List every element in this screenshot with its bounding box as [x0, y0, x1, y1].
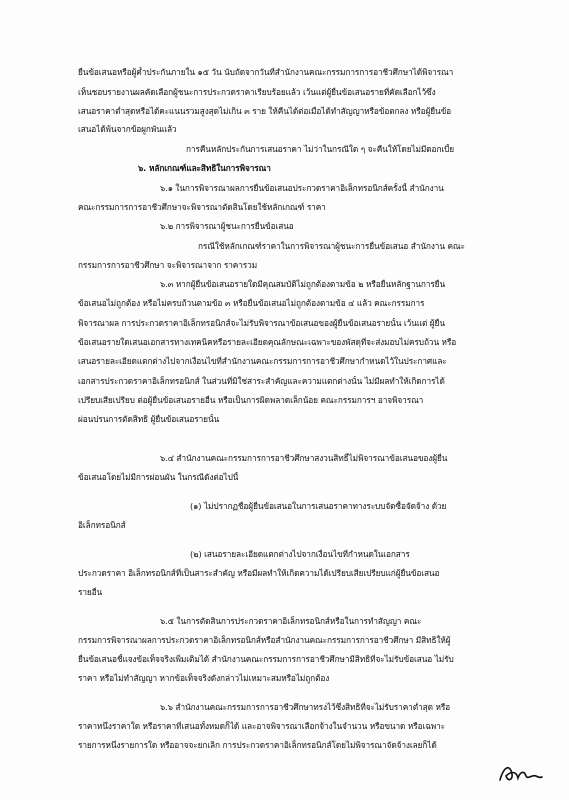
body-text-line: ยื่นข้อเสนอหรือผู้ค้ำประกันภายใน ๑๕ วัน นับถัดจากวันที่สำนักงานคณะกรรมการการอาชีวศึกษาได้พิจารณา — [78, 67, 454, 77]
subclause-text-line: (๒) เสนอรายละเอียดแตกต่างไปจากเงื่อนไขที่กำหนดในเอกสาร — [190, 549, 410, 559]
clause-text-line: ๖.๕ ในการตัดสินการประกวดราคาอิเล็กทรอนิกส์หรือในการทำสัญญา คณะ — [160, 616, 422, 626]
body-text-line: กรรมการพิจารณาผลการประกวดราคาอิเล็กทรอนิกส์หรือสำนักงานคณะกรรมการการอาชีวศึกษา มีสิทธิให้ผู้ — [78, 635, 451, 645]
body-text-line: เอกสารประกวดราคาอิเล็กทรอนิกส์ ในส่วนที่มิใช่สาระสำคัญและความแตกต่างนั้น ไม่มีผลทำให้เกิดการได้ — [78, 376, 445, 386]
body-text-line: เปรียบเสียเปรียบ ต่อผู้ยื่นข้อเสนอรายอื่น หรือเป็นการผิดพลาดเล็กน้อย คณะกรรมการฯ อาจพิจารณา — [78, 395, 424, 405]
body-text-line: พิจารณาผล การประกวดราคาอิเล็กทรอนิกส์จะไม่รับพิจารณาข้อเสนอของผู้ยื่นข้อเสนอรายนั้น เว้นแต่ ผู้ยื่น — [78, 318, 445, 328]
body-text-line: ประกวดราคา อิเล็กทรอนิกส์ที่เป็นสาระสำคัญ หรือมีผลทำให้เกิดความได้เปรียบเสียเปรียบแก่ผู้ยื่นข้อเสนอ — [78, 568, 440, 578]
body-text-line: คณะกรรมการการอาชีวศึกษาจะพิจารณาตัดสินโดยใช้หลักเกณฑ์ ราคา — [78, 202, 326, 212]
body-text-line: เห็นชอบรายงานผลคัดเลือกผู้ชนะการประกวดราคาเรียบร้อยแล้ว เว้นแต่ผู้ยื่นข้อเสนอรายที่คัดเลือกไว้ซึ่ง — [78, 87, 436, 97]
clause-text-line: ๖.๒ การพิจารณาผู้ชนะการยื่นข้อเสนอ — [160, 221, 294, 231]
body-text-line: การคืนหลักประกันการเสนอราคา ไม่ว่าในกรณีใด ๆ จะคืนให้โดยไม่มีดอกเบี้ย — [186, 144, 455, 154]
body-text-line: ข้อเสนอโดยไม่มีการผ่อนผัน ในกรณีดังต่อไปนี้ — [78, 472, 239, 482]
body-text-line: ข้อเสนอรายใดเสนอเอกสารทางเทคนิคหรือรายละเอียดคุณลักษณะเฉพาะของพัสดุที่จะส่งมอบไม่ครบถ้วน หรือ — [78, 337, 457, 347]
body-text-line: เสนอรายละเอียดแตกต่างไปจากเงื่อนไขที่สำนักงานคณะกรรมการการอาชีวศึกษากำหนดไว้ในประกาศและ — [78, 356, 447, 366]
body-text-line: รายการหนึ่งรายการใด หรืออาจจะยกเลิก การประกวดราคาอิเล็กทรอนิกส์โดยไม่พิจารณาจัดจ้างเลยก็ได้ — [78, 740, 437, 750]
body-text-line: รายอื่น — [78, 587, 103, 597]
body-text-line: ผ่อนปรนการตัดสิทธิ ผู้ยื่นข้อเสนอรายนั้น — [78, 414, 220, 424]
clause-text-line: ๖.๔ สำนักงานคณะกรรมการการอาชีวศึกษาสงวนสิทธิ์ไม่พิจารณาข้อเสนอของผู้ยื่น — [160, 453, 448, 463]
section-heading: ๖. หลักเกณฑ์และสิทธิในการพิจารณา — [138, 163, 271, 173]
body-text-line: ราคา หรือไม่ทำสัญญา หากข้อเท็จจริงดังกล่าวไม่เหมาะสมหรือไม่ถูกต้อง — [78, 673, 330, 683]
body-text-line: กรรมการการอาชีวศึกษา จะพิจารณาจาก ราคารวม — [78, 260, 258, 270]
body-text-line: ราคาหนึ่งราคาใด หรือราคาที่เสนอทั้งหมดก็ได้ และอาจพิจารณาเลือกจ้างในจำนวน หรือขนาด หรือเฉพาะ — [78, 721, 446, 731]
body-text-line: กรณีใช้หลักเกณฑ์ราคาในการพิจารณาผู้ชนะการยื่นข้อเสนอ สำนักงาน คณะ — [198, 241, 465, 251]
body-text-line: ยื่นข้อเสนอชี้แจงข้อเท็จจริงเพิ่มเติมได้ สำนักงานคณะกรรมการการอาชีวศึกษามีสิทธิที่จะไม่รับข้อเสนอ ไม่รับ — [78, 654, 454, 664]
body-text-line: อิเล็กทรอนิกส์ — [78, 520, 126, 530]
signature-mark — [496, 760, 544, 786]
clause-text-line: ๖.๓ หากผู้ยื่นข้อเสนอรายใดมีคุณสมบัติไม่ถูกต้องตามข้อ ๒ หรือยื่นหลักฐานการยื่น — [160, 279, 446, 289]
clause-text-line: ๖.๑ ในการพิจารณาผลการยื่นข้อเสนอประกวดราคาอิเล็กทรอนิกส์ครั้งนี้ สำนักงาน — [160, 183, 444, 193]
clause-text-line: ๖.๖ สำนักงานคณะกรรมการการอาชีวศึกษาทรงไว้ซึ่งสิทธิที่จะไม่รับราคาต่ำสุด หรือ — [160, 702, 451, 712]
body-text-line: ข้อเสนอไม่ถูกต้อง หรือไม่ครบถ้วนตามข้อ ๓ หรือยื่นข้อเสนอไม่ถูกต้องตามข้อ ๔ แล้ว คณะกรรมการ — [78, 298, 425, 308]
body-text-line: เสนอราคาต่ำสุดหรือได้คะแนนรวมสูงสุดไม่เกิน ๓ ราย ให้คืนได้ต่อเมื่อได้ทำสัญญาหรือข้อตกลง หรือผู้ยื่นข้อ — [78, 106, 452, 116]
body-text-line: เสนอได้พ้นจากข้อผูกพันแล้ว — [78, 124, 177, 134]
subclause-text-line: (๑) ไม่ปรากฏชื่อผู้ยื่นข้อเสนอในการเสนอราคาทางระบบจัดซื้อจัดจ้าง ด้วย — [190, 501, 447, 511]
